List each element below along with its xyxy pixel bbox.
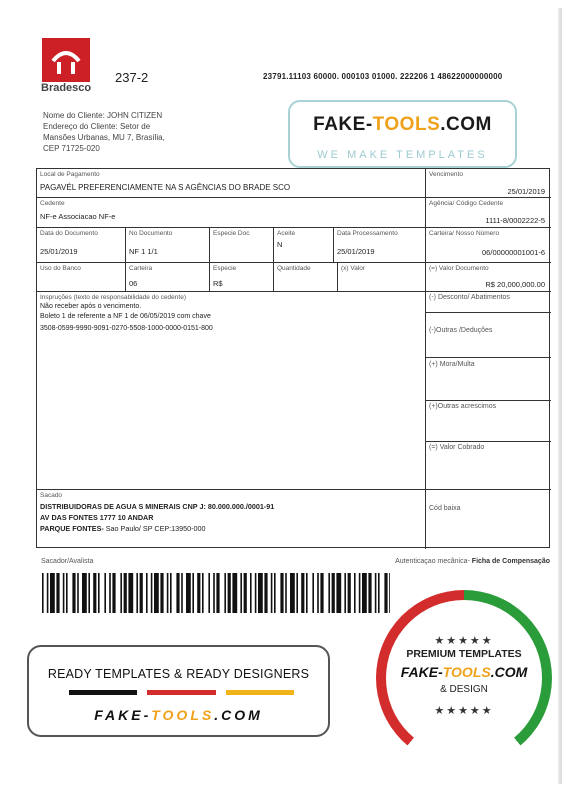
seal-fake-a: FAKE- (400, 664, 443, 680)
data-documento-label: Data do Documento (40, 230, 98, 237)
seal-fake-c: .COM (490, 664, 528, 680)
valor-cobrado-label: (=) Valor Cobrado (429, 444, 485, 451)
sacado-line-3-rest: Sao Paulo/ SP CEP:13950-000 (103, 524, 206, 533)
barcode-bar (336, 573, 341, 613)
barcode-bar (354, 573, 356, 613)
aceite-label: Aceite (277, 230, 296, 237)
data-processamento-value: 25/01/2019 (337, 247, 375, 256)
grid-line (37, 197, 425, 198)
barcode-bar (181, 573, 183, 613)
client-line: Mansões Urbanas, MU 7, Brasília, (43, 133, 165, 142)
barcode-bar (146, 573, 148, 613)
banner-title: READY TEMPLATES & READY DESIGNERS (47, 667, 310, 681)
carteira-label: Carteira (129, 265, 153, 272)
barcode-bar (82, 573, 87, 613)
barcode-bar (250, 573, 252, 613)
instrucoes-line: Não receber após o vencimento. (40, 303, 142, 310)
outros-acrescimos-label: (+)Outras acrescimos (429, 403, 497, 410)
local-pagamento-label: Local de Pagamento (40, 171, 100, 178)
barcode-bar (124, 573, 127, 613)
client-line: CEP 71725-020 (43, 144, 100, 153)
barcode-bar (202, 573, 204, 613)
digitable-line: 23791.11103 60000. 000103 01000. 222206 1 48622000000000 (263, 72, 503, 81)
barcode-bar (192, 573, 194, 613)
client-line: Endereço do Cliente: Setor de (43, 122, 151, 131)
page-edge-shadow (558, 8, 562, 784)
barcode-bar (154, 573, 159, 613)
wm-title-b: TOOLS (372, 114, 441, 135)
barcode-bar (296, 573, 298, 613)
wm-title-c: .COM (440, 114, 492, 135)
boleto-grid (36, 168, 550, 548)
vencimento-value: 25/01/2019 (507, 187, 545, 196)
barcode-bar (317, 573, 319, 613)
watermark-title (290, 114, 515, 136)
barcode-bar (228, 573, 231, 613)
local-pagamento-value: PAGAVÉL PREFERENCIAMENTE NA S AGÊNCIAS DO BRADE SCO (40, 183, 291, 192)
nosso-numero-label: Carteira/ Nosso Número (429, 230, 500, 237)
barcode-bar (151, 573, 153, 613)
desconto-label: (-) Desconto/ Abatimentos (429, 294, 510, 301)
seal-stars-bottom: ★★★★★ (434, 705, 494, 717)
barcode-bar (264, 573, 267, 613)
seal-fake-tools (386, 664, 542, 680)
barcode-bar (359, 573, 361, 613)
cod-baixa-label: Cód baixa (429, 505, 461, 512)
grid-line (425, 400, 551, 401)
barcode-bar (167, 573, 169, 613)
logo-caption: Bradesco (41, 82, 92, 94)
barcode-bar (255, 573, 257, 613)
especie-value: R$ (213, 279, 223, 288)
barcode-bar (98, 573, 100, 613)
barcode-bar (186, 573, 191, 613)
seal-line1: PREMIUM TEMPLATES (406, 648, 522, 660)
fake-tools-watermark (288, 100, 517, 168)
barcode-bar (232, 573, 237, 613)
barcode-bar (88, 573, 90, 613)
barcode-bar (344, 573, 346, 613)
autenticacao-label (395, 558, 550, 565)
instrucoes-line: 3508-0599-9990-9091-0270-5508-1000-0000-0151-800 (40, 325, 213, 332)
agencia-value: 1111-8/0002222-5 (485, 216, 545, 225)
barcode-bar (140, 573, 143, 613)
autenticacao-text: Autenticaçao mecânica- (395, 558, 470, 565)
barcode-bar (362, 573, 367, 613)
mora-multa-label: (+) Mora/Multa (429, 361, 475, 368)
instrucoes-line: Boleto 1 de referente a NF 1 de 06/05/2019 com chave (40, 313, 211, 320)
barcode-bar (375, 573, 377, 613)
no-documento-value: NF 1 1/1 (129, 247, 158, 256)
barcode-bar (332, 573, 335, 613)
barcode-bar (320, 573, 323, 613)
barcode-bar (197, 573, 200, 613)
client-info (43, 110, 283, 154)
valor-documento-value: R$ 20,000,000.00 (485, 280, 545, 289)
barcode-bar (378, 573, 380, 613)
barcode-bar (368, 573, 371, 613)
ficha-text: Ficha de Compensação (471, 558, 550, 565)
barcode-bar (312, 573, 314, 613)
no-documento-label: No Documento (129, 230, 173, 237)
bradesco-tree-icon (49, 43, 83, 77)
barcode-bar (66, 573, 68, 613)
grid-line (425, 357, 551, 358)
sacado-line: DISTRIBUIDORAS DE AGUA S MINERAIS CNP J: 80.000.000./0001-91 (40, 502, 275, 511)
barcode-bar (306, 573, 308, 613)
banner-fake-b: TOOLS (151, 707, 215, 723)
barcode-bar (224, 573, 226, 613)
barcode-bar (258, 573, 263, 613)
barcode-bar (120, 573, 122, 613)
sacado-line-3 (40, 524, 206, 533)
seal-fake-b: TOOLS (442, 664, 491, 680)
barcode-bar (50, 573, 55, 613)
seal-line3: & DESIGN (440, 684, 488, 695)
banner-fake-a: FAKE- (94, 707, 152, 723)
barcode-bar (56, 573, 59, 613)
especie-label: Especie (213, 265, 237, 272)
grid-line (425, 169, 426, 549)
banner-fake-tools (29, 707, 328, 723)
cedente-label: Cedente (40, 200, 65, 207)
barcode-bar (160, 573, 163, 613)
vencimento-label: Vencimento (429, 171, 463, 178)
barcode-bar (208, 573, 210, 613)
grid-line (425, 441, 551, 442)
quantidade-label: Quantidade (277, 265, 311, 272)
barcode-bar (112, 573, 115, 613)
barcode-bar (216, 573, 219, 613)
barcode-bar (384, 573, 387, 613)
grid-line (37, 262, 551, 263)
watermark-subtitle: WE MAKE TEMPLATES (317, 149, 488, 161)
valor-documento-label: (=) Valor Documento (429, 265, 489, 272)
nosso-numero-value: 06/00000001001-6 (482, 248, 545, 257)
barcode-bar (274, 573, 276, 613)
grid-line (337, 262, 338, 291)
banner-color-bars (69, 690, 294, 695)
sacado-line: AV DAS FONTES 1777 10 ANDAR (40, 513, 154, 522)
agencia-label: Agência/ Código Cedente (429, 200, 504, 207)
barcode-bar (389, 573, 390, 613)
barcode (42, 573, 390, 613)
premium-seal (376, 590, 552, 766)
sacado-label: Sacado (40, 492, 63, 499)
grid-line (333, 227, 334, 262)
instrucoes-label: Inspruções (texto de responsabilidade do cedente) (40, 294, 186, 301)
barcode-bar (104, 573, 106, 613)
aceite-value: N (277, 240, 283, 249)
ready-templates-banner (27, 645, 330, 737)
barcode-bar (77, 573, 79, 613)
grid-line (125, 227, 126, 291)
grid-line (37, 489, 551, 490)
cedente-value: NF-e Associacao NF-e (40, 212, 116, 221)
barcode-bar (128, 573, 133, 613)
barcode-bar (240, 573, 242, 613)
sacado-line-3-bold: PARQUE FONTES- (40, 524, 104, 533)
banner-bar-black (69, 690, 137, 695)
barcode-bar (136, 573, 138, 613)
bank-code: 237-2 (115, 70, 149, 85)
data-documento-value: 25/01/2019 (40, 247, 78, 256)
barcode-bar (213, 573, 215, 613)
barcode-bar (42, 573, 44, 613)
sacador-label: Sacador/Avalista (41, 558, 94, 565)
barcode-bar (176, 573, 179, 613)
especie-doc-label: Especie Doc (213, 230, 250, 237)
seal-stars-top: ★★★★★ (434, 635, 494, 647)
wm-title-a: FAKE- (313, 114, 373, 135)
barcode-bar (280, 573, 283, 613)
barcode-bar (271, 573, 273, 613)
barcode-bar (348, 573, 351, 613)
grid-line (425, 197, 551, 198)
banner-bar-yellow (226, 690, 294, 695)
barcode-bar (47, 573, 49, 613)
banner-fake-c: .COM (214, 707, 263, 723)
barcode-bar (109, 573, 111, 613)
barcode-bar (72, 573, 75, 613)
grid-line (273, 227, 274, 291)
barcode-bar (170, 573, 172, 613)
barcode-bar (328, 573, 330, 613)
grid-line (37, 291, 551, 292)
x-valor-label: (x) Valor (341, 265, 366, 272)
barcode-bar (244, 573, 247, 613)
carteira-value: 06 (129, 279, 138, 288)
outras-deducoes-label: (-)Outras /Deduções (429, 327, 493, 334)
barcode-bar (93, 573, 96, 613)
barcode-bar (301, 573, 304, 613)
client-line: Nome do Cliente: JOHN CITIZEN (43, 111, 163, 120)
data-processamento-label: Data Processamento (337, 230, 398, 237)
uso-banco-label: Uso do Banco (40, 265, 81, 272)
barcode-bar (63, 573, 65, 613)
grid-line (209, 227, 210, 291)
seal-inner (386, 600, 542, 756)
grid-line (425, 312, 551, 313)
bradesco-logo (42, 38, 90, 82)
barcode-bar (290, 573, 295, 613)
barcode-bar (285, 573, 287, 613)
banner-bar-red (147, 690, 215, 695)
grid-line (37, 227, 551, 228)
